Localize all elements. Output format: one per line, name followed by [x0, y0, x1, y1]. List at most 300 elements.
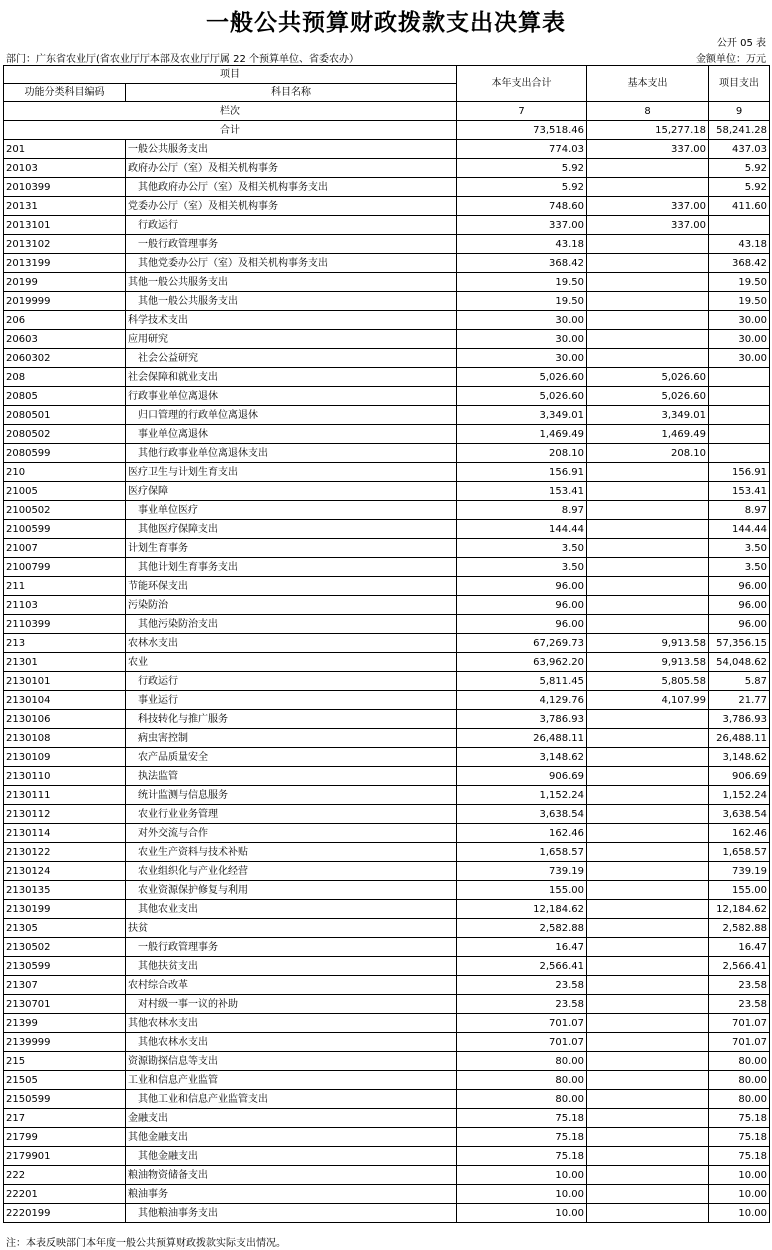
row-total: 156.91 [457, 463, 587, 482]
row-project: 75.18 [709, 1128, 770, 1147]
row-total: 30.00 [457, 330, 587, 349]
footnote: 注：本表反映部门本年度一般公共预算财政拨款实际支出情况。 [6, 1238, 286, 1249]
row-code: 21103 [4, 596, 126, 615]
row-code: 217 [4, 1109, 126, 1128]
row-basic [587, 938, 709, 957]
table-row [4, 881, 770, 900]
total-label: 合计 [4, 121, 457, 140]
table-row [4, 786, 770, 805]
row-basic [587, 539, 709, 558]
row-project: 21.77 [709, 691, 770, 710]
row-basic [587, 995, 709, 1014]
row-name: 其他农林水支出 [126, 1014, 457, 1033]
row-basic [587, 463, 709, 482]
row-code: 2013101 [4, 216, 126, 235]
row-basic [587, 1014, 709, 1033]
row-project: 1,658.57 [709, 843, 770, 862]
table-row [4, 273, 770, 292]
row-total: 701.07 [457, 1014, 587, 1033]
row-total: 80.00 [457, 1071, 587, 1090]
row-total: 162.46 [457, 824, 587, 843]
row-basic [587, 292, 709, 311]
table-row [4, 691, 770, 710]
row-total: 10.00 [457, 1166, 587, 1185]
row-total: 3,148.62 [457, 748, 587, 767]
row-total: 96.00 [457, 615, 587, 634]
row-project: 153.41 [709, 482, 770, 501]
table-row [4, 938, 770, 957]
table-row [4, 444, 770, 463]
table-row [4, 596, 770, 615]
row-basic: 9,913.58 [587, 653, 709, 672]
row-code: 210 [4, 463, 126, 482]
table-row [4, 805, 770, 824]
row-code: 215 [4, 1052, 126, 1071]
row-name: 应用研究 [126, 330, 457, 349]
row-name: 党委办公厅（室）及相关机构事务 [126, 197, 457, 216]
row-project: 701.07 [709, 1014, 770, 1033]
row-name: 其他党委办公厅（室）及相关机构事务支出 [126, 254, 457, 273]
table-row [4, 577, 770, 596]
row-code: 2130502 [4, 938, 126, 957]
row-basic [587, 1185, 709, 1204]
header-name: 科目名称 [126, 84, 457, 102]
table-row [4, 710, 770, 729]
table-row [4, 539, 770, 558]
row-total: 75.18 [457, 1109, 587, 1128]
row-basic [587, 349, 709, 368]
row-code: 2130701 [4, 995, 126, 1014]
total-amount: 73,518.46 [457, 121, 587, 140]
row-code: 2130101 [4, 672, 126, 691]
row-project [709, 216, 770, 235]
total-project: 58,241.28 [709, 121, 770, 140]
row-name: 科技转化与推广服务 [126, 710, 457, 729]
header-basic: 基本支出 [587, 66, 709, 102]
row-project: 75.18 [709, 1147, 770, 1166]
row-code: 2130109 [4, 748, 126, 767]
row-total: 96.00 [457, 596, 587, 615]
row-basic [587, 1090, 709, 1109]
row-name: 农村综合改革 [126, 976, 457, 995]
row-basic [587, 178, 709, 197]
row-total: 63,962.20 [457, 653, 587, 672]
row-basic: 5,026.60 [587, 368, 709, 387]
row-basic [587, 615, 709, 634]
row-name: 污染防治 [126, 596, 457, 615]
row-project: 96.00 [709, 596, 770, 615]
row-name: 行政事业单位离退休 [126, 387, 457, 406]
row-total: 19.50 [457, 292, 587, 311]
row-project [709, 425, 770, 444]
row-project: 3.50 [709, 539, 770, 558]
row-name: 扶贫 [126, 919, 457, 938]
table-row [4, 1071, 770, 1090]
row-total: 3,786.93 [457, 710, 587, 729]
row-project: 10.00 [709, 1166, 770, 1185]
row-name: 一般行政管理事务 [126, 235, 457, 254]
row-total: 75.18 [457, 1128, 587, 1147]
row-code: 21505 [4, 1071, 126, 1090]
table-row [4, 843, 770, 862]
row-basic [587, 1052, 709, 1071]
row-total: 337.00 [457, 216, 587, 235]
row-name: 其他医疗保障支出 [126, 520, 457, 539]
row-code: 2220199 [4, 1204, 126, 1223]
row-project: 162.46 [709, 824, 770, 843]
row-code: 21005 [4, 482, 126, 501]
row-project: 19.50 [709, 292, 770, 311]
row-total: 155.00 [457, 881, 587, 900]
header-project: 项目支出 [709, 66, 770, 102]
table-row [4, 653, 770, 672]
row-project: 10.00 [709, 1204, 770, 1223]
row-basic: 1,469.49 [587, 425, 709, 444]
row-name: 其他行政事业单位离退休支出 [126, 444, 457, 463]
table-row [4, 254, 770, 273]
row-total: 5,026.60 [457, 387, 587, 406]
row-code: 2130135 [4, 881, 126, 900]
row-code: 2080502 [4, 425, 126, 444]
row-project: 96.00 [709, 615, 770, 634]
row-code: 2130104 [4, 691, 126, 710]
row-total: 30.00 [457, 311, 587, 330]
row-name: 其他农业支出 [126, 900, 457, 919]
expenditure-table [3, 65, 770, 1223]
table-row [4, 558, 770, 577]
table-row [4, 140, 770, 159]
row-basic [587, 596, 709, 615]
row-basic: 5,805.58 [587, 672, 709, 691]
row-basic [587, 311, 709, 330]
row-project [709, 444, 770, 463]
row-basic [587, 881, 709, 900]
row-name: 农业组织化与产业化经营 [126, 862, 457, 881]
table-row [4, 672, 770, 691]
row-basic [587, 957, 709, 976]
row-basic [587, 824, 709, 843]
row-project: 43.18 [709, 235, 770, 254]
row-code: 2130111 [4, 786, 126, 805]
row-project: 23.58 [709, 995, 770, 1014]
row-code: 201 [4, 140, 126, 159]
table-row [4, 900, 770, 919]
row-total: 1,152.24 [457, 786, 587, 805]
row-name: 事业单位离退休 [126, 425, 457, 444]
row-code: 2130122 [4, 843, 126, 862]
row-project: 12,184.62 [709, 900, 770, 919]
table-row [4, 824, 770, 843]
row-project: 3,638.54 [709, 805, 770, 824]
row-project: 155.00 [709, 881, 770, 900]
row-code: 2130599 [4, 957, 126, 976]
column-number: 7 [457, 102, 587, 121]
table-row [4, 349, 770, 368]
row-project [709, 387, 770, 406]
row-total: 748.60 [457, 197, 587, 216]
row-name: 计划生育事务 [126, 539, 457, 558]
row-code: 211 [4, 577, 126, 596]
row-code: 20199 [4, 273, 126, 292]
row-code: 222 [4, 1166, 126, 1185]
column-number-label: 栏次 [4, 102, 457, 121]
row-project: 80.00 [709, 1090, 770, 1109]
row-code: 2013102 [4, 235, 126, 254]
row-basic [587, 273, 709, 292]
row-code: 21399 [4, 1014, 126, 1033]
row-name: 其他计划生育事务支出 [126, 558, 457, 577]
row-project: 19.50 [709, 273, 770, 292]
row-total: 3,349.01 [457, 406, 587, 425]
row-code: 20603 [4, 330, 126, 349]
row-basic [587, 900, 709, 919]
row-project: 437.03 [709, 140, 770, 159]
column-number: 9 [709, 102, 770, 121]
row-name: 节能环保支出 [126, 577, 457, 596]
row-project: 16.47 [709, 938, 770, 957]
row-name: 农业资源保护修复与利用 [126, 881, 457, 900]
row-project: 96.00 [709, 577, 770, 596]
row-name: 事业单位医疗 [126, 501, 457, 520]
row-basic [587, 729, 709, 748]
table-row [4, 311, 770, 330]
table-row [4, 406, 770, 425]
row-name: 一般公共服务支出 [126, 140, 457, 159]
row-name: 事业运行 [126, 691, 457, 710]
row-code: 22201 [4, 1185, 126, 1204]
table-row [4, 159, 770, 178]
row-total: 701.07 [457, 1033, 587, 1052]
row-project: 2,582.88 [709, 919, 770, 938]
row-code: 206 [4, 311, 126, 330]
row-project: 8.97 [709, 501, 770, 520]
row-code: 213 [4, 634, 126, 653]
table-row [4, 463, 770, 482]
table-row [4, 482, 770, 501]
row-code: 2100502 [4, 501, 126, 520]
row-name: 农业生产资料与技术补贴 [126, 843, 457, 862]
row-code: 2060302 [4, 349, 126, 368]
row-basic [587, 786, 709, 805]
table-row [4, 957, 770, 976]
row-project: 3,148.62 [709, 748, 770, 767]
row-total: 75.18 [457, 1147, 587, 1166]
row-basic [587, 254, 709, 273]
row-basic [587, 805, 709, 824]
row-code: 2150599 [4, 1090, 126, 1109]
row-total: 23.58 [457, 976, 587, 995]
row-project: 23.58 [709, 976, 770, 995]
row-total: 774.03 [457, 140, 587, 159]
row-name: 统计监测与信息服务 [126, 786, 457, 805]
row-total: 3.50 [457, 539, 587, 558]
row-name: 农林水支出 [126, 634, 457, 653]
row-project: 368.42 [709, 254, 770, 273]
row-basic [587, 1204, 709, 1223]
row-code: 20805 [4, 387, 126, 406]
row-project: 411.60 [709, 197, 770, 216]
table-row [4, 1185, 770, 1204]
row-total: 16.47 [457, 938, 587, 957]
row-basic [587, 330, 709, 349]
row-basic: 337.00 [587, 197, 709, 216]
table-row [4, 615, 770, 634]
row-project: 1,152.24 [709, 786, 770, 805]
column-number: 8 [587, 102, 709, 121]
row-total: 30.00 [457, 349, 587, 368]
table-row [4, 995, 770, 1014]
row-project: 10.00 [709, 1185, 770, 1204]
department-label: 部门：广东省农业厅(省农业厅厅本部及农业厅厅属 22 个预算单位、省委农办） [6, 54, 359, 65]
row-code: 21307 [4, 976, 126, 995]
table-row [4, 501, 770, 520]
row-name: 其他工业和信息产业监管支出 [126, 1090, 457, 1109]
row-basic: 5,026.60 [587, 387, 709, 406]
row-total: 906.69 [457, 767, 587, 786]
row-project: 57,356.15 [709, 634, 770, 653]
row-basic [587, 501, 709, 520]
table-row [4, 976, 770, 995]
row-name: 其他一般公共服务支出 [126, 273, 457, 292]
table-row [4, 197, 770, 216]
row-code: 21301 [4, 653, 126, 672]
table-row [4, 634, 770, 653]
row-code: 2110399 [4, 615, 126, 634]
unit-label: 金额单位：万元 [696, 54, 766, 65]
row-total: 5,026.60 [457, 368, 587, 387]
row-name: 农产品质量安全 [126, 748, 457, 767]
row-basic [587, 1071, 709, 1090]
row-name: 对外交流与合作 [126, 824, 457, 843]
row-name: 资源勘探信息等支出 [126, 1052, 457, 1071]
row-project: 80.00 [709, 1071, 770, 1090]
row-code: 2100799 [4, 558, 126, 577]
row-name: 行政运行 [126, 672, 457, 691]
table-row [4, 368, 770, 387]
row-project: 5.92 [709, 178, 770, 197]
row-project: 26,488.11 [709, 729, 770, 748]
table-row [4, 862, 770, 881]
row-name: 医疗保障 [126, 482, 457, 501]
row-name: 归口管理的行政单位离退休 [126, 406, 457, 425]
row-total: 43.18 [457, 235, 587, 254]
row-basic [587, 1109, 709, 1128]
row-basic [587, 558, 709, 577]
row-project: 5.92 [709, 159, 770, 178]
row-name: 行政运行 [126, 216, 457, 235]
table-row [4, 178, 770, 197]
total-basic: 15,277.18 [587, 121, 709, 140]
row-name: 粮油事务 [126, 1185, 457, 1204]
row-total: 12,184.62 [457, 900, 587, 919]
table-body [4, 140, 770, 1223]
row-basic [587, 482, 709, 501]
table-row [4, 1128, 770, 1147]
table-row [4, 216, 770, 235]
row-total: 2,566.41 [457, 957, 587, 976]
row-project: 30.00 [709, 330, 770, 349]
row-code: 2179901 [4, 1147, 126, 1166]
row-code: 2130114 [4, 824, 126, 843]
table-row [4, 425, 770, 444]
row-total: 96.00 [457, 577, 587, 596]
row-name: 粮油物资储备支出 [126, 1166, 457, 1185]
row-basic: 337.00 [587, 216, 709, 235]
row-basic [587, 862, 709, 881]
row-code: 2080599 [4, 444, 126, 463]
row-code: 2130108 [4, 729, 126, 748]
row-name: 农业 [126, 653, 457, 672]
row-name: 科学技术支出 [126, 311, 457, 330]
row-name: 其他金融支出 [126, 1128, 457, 1147]
row-basic [587, 976, 709, 995]
row-code: 208 [4, 368, 126, 387]
table-row [4, 729, 770, 748]
row-project: 156.91 [709, 463, 770, 482]
row-name: 其他金融支出 [126, 1147, 457, 1166]
table-row [4, 1166, 770, 1185]
table-row [4, 1033, 770, 1052]
row-name: 其他政府办公厅（室）及相关机构事务支出 [126, 178, 457, 197]
row-project: 2,566.41 [709, 957, 770, 976]
row-name: 病虫害控制 [126, 729, 457, 748]
row-name: 执法监管 [126, 767, 457, 786]
row-name: 其他一般公共服务支出 [126, 292, 457, 311]
row-name: 社会保障和就业支出 [126, 368, 457, 387]
row-total: 23.58 [457, 995, 587, 1014]
row-project: 80.00 [709, 1052, 770, 1071]
row-total: 153.41 [457, 482, 587, 501]
row-basic [587, 1147, 709, 1166]
row-basic [587, 843, 709, 862]
row-code: 21799 [4, 1128, 126, 1147]
row-project: 739.19 [709, 862, 770, 881]
row-name: 金融支出 [126, 1109, 457, 1128]
row-total: 2,582.88 [457, 919, 587, 938]
row-total: 80.00 [457, 1052, 587, 1071]
row-code: 2080501 [4, 406, 126, 425]
row-name: 其他污染防治支出 [126, 615, 457, 634]
row-basic: 4,107.99 [587, 691, 709, 710]
row-name: 工业和信息产业监管 [126, 1071, 457, 1090]
row-total: 67,269.73 [457, 634, 587, 653]
row-basic: 208.10 [587, 444, 709, 463]
row-basic: 3,349.01 [587, 406, 709, 425]
table-row [4, 1014, 770, 1033]
row-basic: 337.00 [587, 140, 709, 159]
row-total: 368.42 [457, 254, 587, 273]
table-row [4, 387, 770, 406]
form-code: 公开 05 表 [716, 38, 766, 49]
table-row [4, 748, 770, 767]
row-total: 10.00 [457, 1204, 587, 1223]
row-total: 5,811.45 [457, 672, 587, 691]
row-code: 21007 [4, 539, 126, 558]
row-total: 4,129.76 [457, 691, 587, 710]
row-code: 2013199 [4, 254, 126, 273]
row-total: 3.50 [457, 558, 587, 577]
row-project: 54,048.62 [709, 653, 770, 672]
table-row [4, 292, 770, 311]
row-code: 2130199 [4, 900, 126, 919]
row-project [709, 406, 770, 425]
row-code: 21305 [4, 919, 126, 938]
row-total: 1,469.49 [457, 425, 587, 444]
table-row [4, 520, 770, 539]
row-total: 10.00 [457, 1185, 587, 1204]
row-basic [587, 1128, 709, 1147]
row-name: 政府办公厅（室）及相关机构事务 [126, 159, 457, 178]
